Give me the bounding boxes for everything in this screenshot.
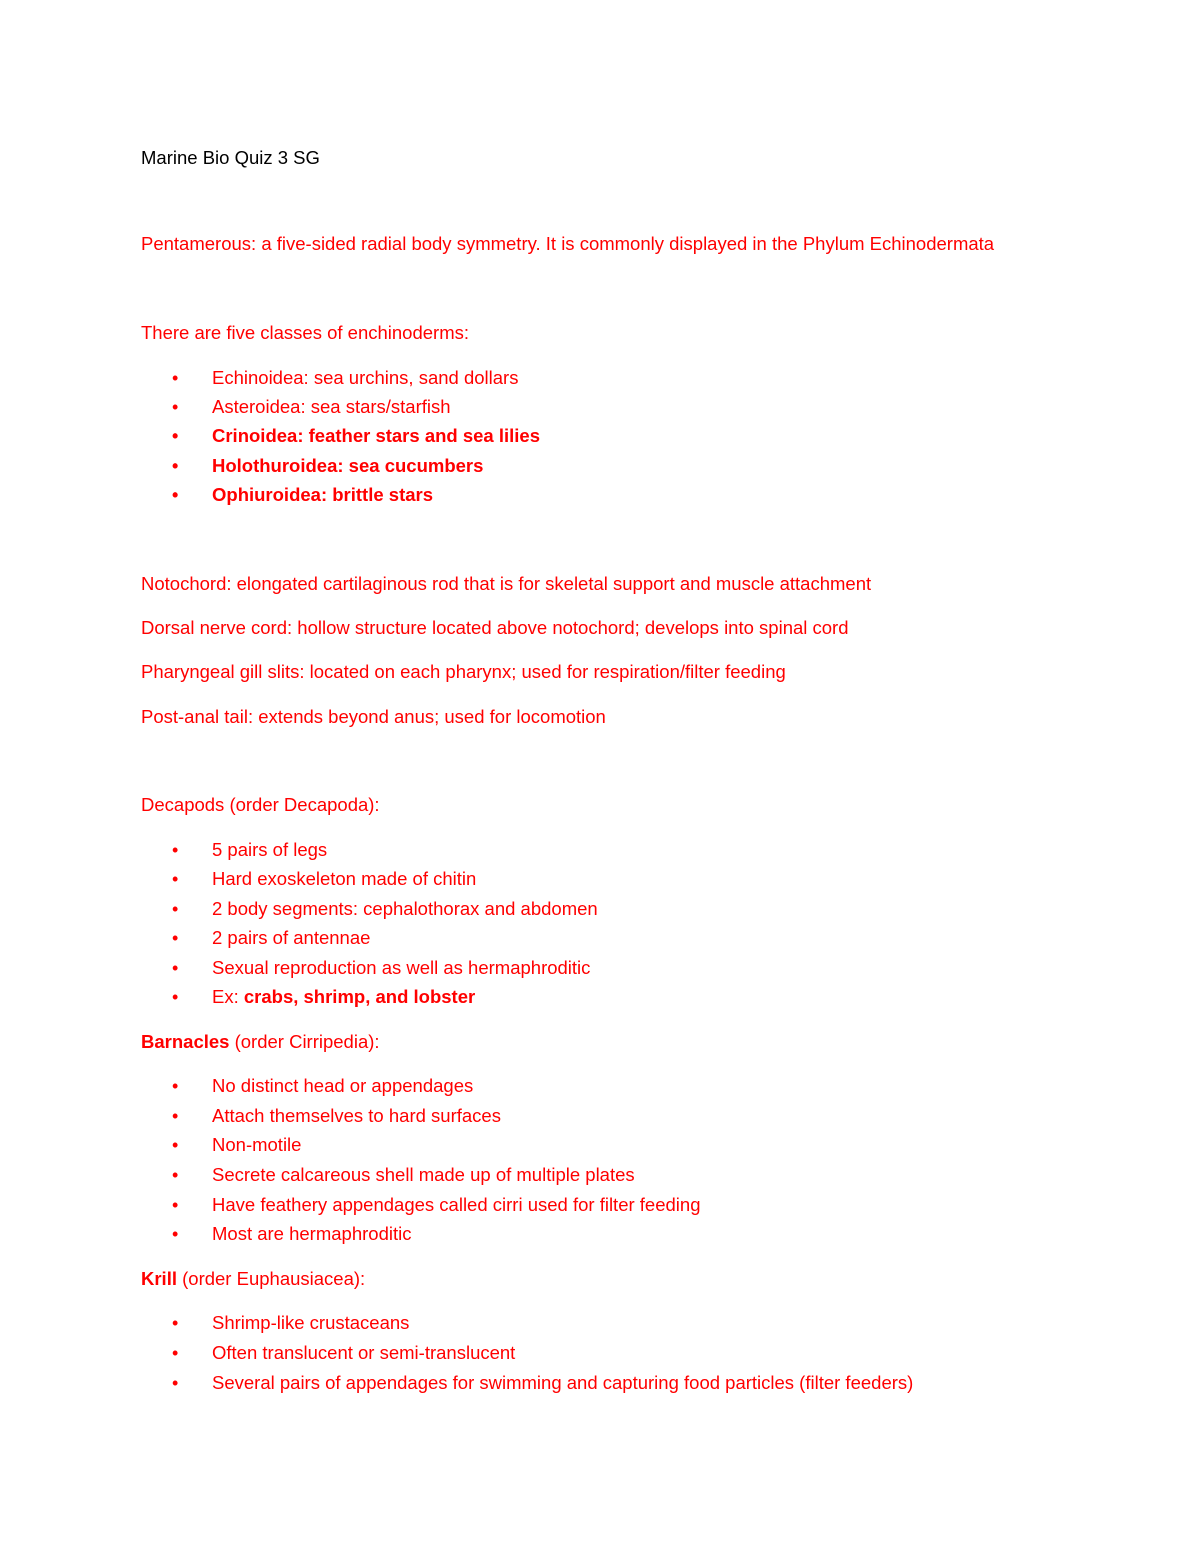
list-item: •Several pairs of appendages for swimming and capturing food particles (filter feeders): [172, 1371, 913, 1395]
bullet-icon: [172, 424, 212, 448]
echinoderm-intro: There are five classes of enchinoderms:: [141, 322, 470, 343]
bullet-icon: [172, 985, 212, 1009]
barnacles-heading: Barnacles (order Cirripedia):: [141, 1031, 380, 1052]
list-item: •2 pairs of antennae: [172, 926, 370, 950]
bullet-icon: [172, 1133, 212, 1157]
list-item: •Most are hermaphroditic: [172, 1222, 411, 1246]
krill-heading: Krill (order Euphausiacea):: [141, 1268, 366, 1289]
bullet-icon: [172, 1341, 212, 1365]
pentamerous-definition: Pentamerous: a five-sided radial body symmetry. It is commonly displayed in the Phylum Echinodermata: [141, 233, 995, 254]
bullet-icon: [172, 483, 212, 507]
bullet-icon: [172, 867, 212, 891]
list-item: •Have feathery appendages called cirri used for filter feeding: [172, 1193, 700, 1217]
bullet-icon: [172, 366, 212, 390]
doc-title: Marine Bio Quiz 3 SG: [141, 147, 320, 168]
bullet-icon: [172, 395, 212, 419]
list-item: •Secrete calcareous shell made up of multiple plates: [172, 1163, 635, 1187]
list-item: •Holothuroidea: sea cucumbers: [172, 454, 483, 478]
notochord-definition: Notochord: elongated cartilaginous rod that is for skeletal support and muscle attachment: [141, 573, 872, 594]
list-item: •Asteroidea: sea stars/starfish: [172, 395, 451, 419]
list-item: •Often translucent or semi-translucent: [172, 1341, 515, 1365]
list-item: •Echinoidea: sea urchins, sand dollars: [172, 366, 518, 390]
list-item: •5 pairs of legs: [172, 838, 327, 862]
list-item: •Sexual reproduction as well as hermaphroditic: [172, 956, 590, 980]
bullet-icon: [172, 897, 212, 921]
bullet-icon: [172, 1193, 212, 1217]
bullet-icon: [172, 454, 212, 478]
list-item: •Crinoidea: feather stars and sea lilies: [172, 424, 540, 448]
list-item: •Non-motile: [172, 1133, 301, 1157]
dorsal-nerve-cord-definition: Dorsal nerve cord: hollow structure located above notochord; develops into spinal cord: [141, 617, 849, 638]
bullet-icon: [172, 1222, 212, 1246]
list-item: •Ophiuroidea: brittle stars: [172, 483, 433, 507]
bullet-icon: [172, 1163, 212, 1187]
list-item: •2 body segments: cephalothorax and abdomen: [172, 897, 598, 921]
bullet-icon: [172, 1074, 212, 1098]
bullet-icon: [172, 956, 212, 980]
decapods-heading: Decapods (order Decapoda):: [141, 794, 380, 815]
bullet-icon: [172, 1311, 212, 1335]
list-item: •Hard exoskeleton made of chitin: [172, 867, 476, 891]
list-item: •Shrimp-like crustaceans: [172, 1311, 409, 1335]
gill-slits-definition: Pharyngeal gill slits: located on each pharynx; used for respiration/filter feeding: [141, 661, 786, 682]
list-item: •No distinct head or appendages: [172, 1074, 473, 1098]
post-anal-tail-definition: Post-anal tail: extends beyond anus; used for locomotion: [141, 706, 606, 727]
bullet-icon: [172, 1371, 212, 1395]
bullet-icon: [172, 838, 212, 862]
bullet-icon: [172, 1104, 212, 1128]
list-item: •Ex: crabs, shrimp, and lobster: [172, 985, 475, 1009]
list-item: •Attach themselves to hard surfaces: [172, 1104, 501, 1128]
bullet-icon: [172, 926, 212, 950]
